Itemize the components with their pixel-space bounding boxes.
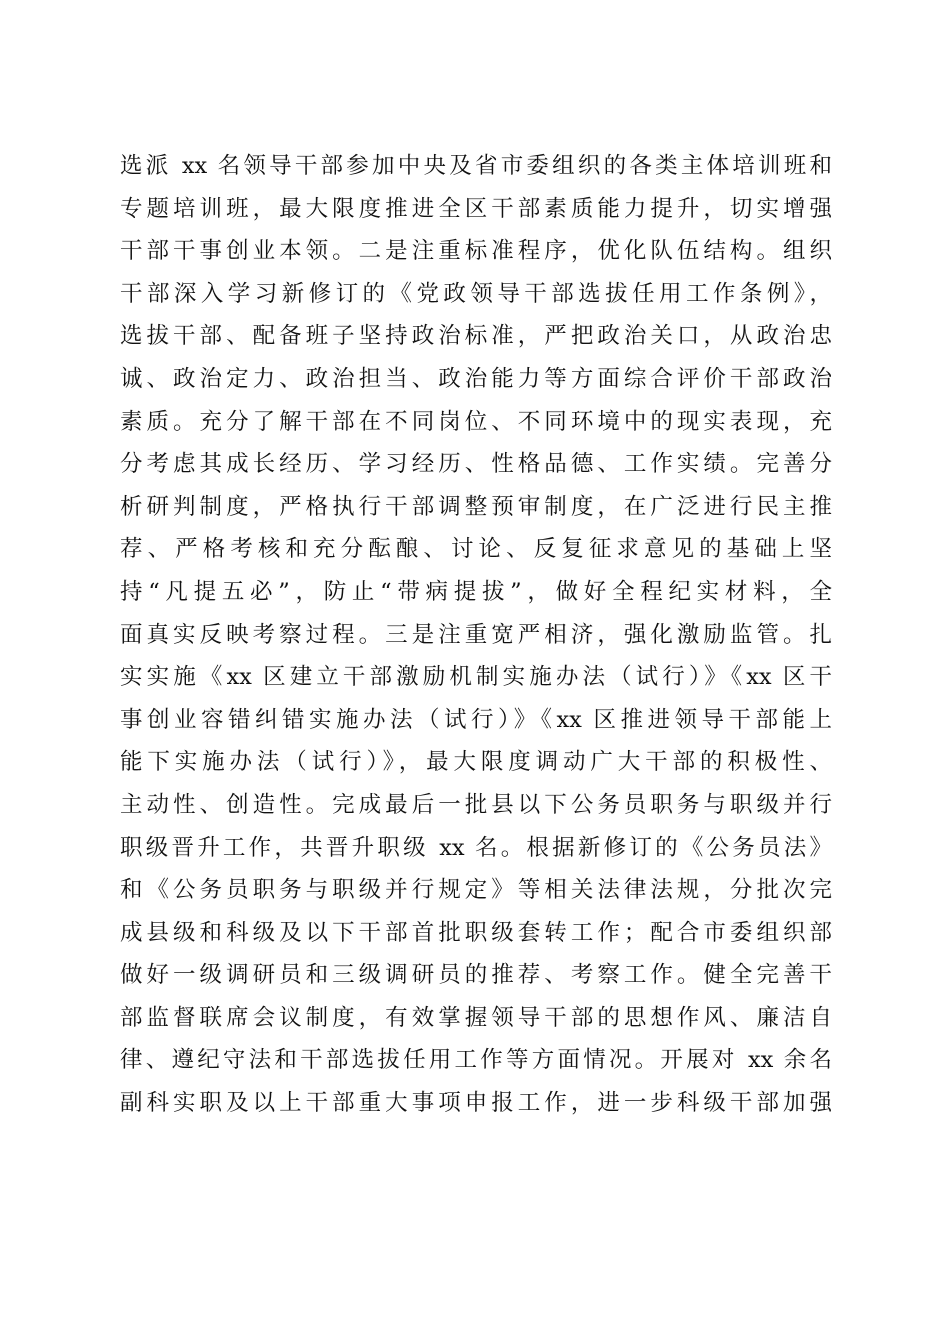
text-line-15: 能下实施办法（试行）》，最大限度调动广大干部的积极性、 xyxy=(120,749,832,776)
text-line-1: 选派 xx 名领导干部参加中央及省市委组织的各类主体培训班和 xyxy=(120,153,832,179)
text-line-9: 析研判制度，严格执行干部调整预审制度，在广泛进行民主推 xyxy=(120,493,832,520)
text-line-12: 面真实反映考察过程。三是注重宽严相济，强化激励监管。扎 xyxy=(120,621,832,648)
text-line-19: 成县级和科级及以下干部首批职级套转工作；配合市委组织部 xyxy=(120,919,832,946)
text-line-5: 选拔干部、配备班子坚持政治标准，严把政治关口，从政治忠 xyxy=(120,323,832,350)
text-line-3: 干部干事创业本领。二是注重标准程序，优化队伍结构。组织 xyxy=(120,238,832,265)
text-line-2: 专题培训班，最大限度推进全区干部素质能力提升，切实增强 xyxy=(120,195,832,222)
text-line-8: 分考虑其成长经历、学习经历、性格品德、工作实绩。完善分 xyxy=(120,451,832,478)
text-line-13: 实实施《xx 区建立干部激励机制实施办法（试行）》《xx 区干 xyxy=(120,664,832,691)
text-line-21: 部监督联席会议制度，有效掌握领导干部的思想作风、廉洁自 xyxy=(120,1004,832,1031)
text-line-11: 持“凡提五必”，防止“带病提拔”，做好全程纪实材料，全 xyxy=(120,578,832,605)
text-line-6: 诚、政治定力、政治担当、政治能力等方面综合评价干部政治 xyxy=(120,365,832,392)
text-line-20: 做好一级调研员和三级调研员的推荐、考察工作。健全完善干 xyxy=(120,962,832,989)
text-line-22: 律、遵纪守法和干部选拔任用工作等方面情况。开展对 xx 余名 xyxy=(120,1047,832,1074)
text-line-17: 职级晋升工作，共晋升职级 xx 名。根据新修订的《公务员法》 xyxy=(120,834,832,861)
text-line-16: 主动性、创造性。完成最后一批县以下公务员职务与职级并行 xyxy=(120,791,832,818)
text-line-4: 干部深入学习新修订的《党政领导干部选拔任用工作条例》， xyxy=(120,280,832,307)
text-line-7: 素质。充分了解干部在不同岗位、不同环境中的现实表现，充 xyxy=(120,408,832,435)
text-line-10: 荐、严格考核和充分酝酿、讨论、反复征求意见的基础上坚 xyxy=(120,536,832,563)
body-text xyxy=(120,145,832,1125)
text-line-14: 事创业容错纠错实施办法（试行）》《xx 区推进领导干部能上 xyxy=(120,706,832,733)
text-line-23: 副科实职及以上干部重大事项申报工作，进一步科级干部加强 xyxy=(120,1090,832,1117)
text-line-18: 和《公务员职务与职级并行规定》等相关法律法规，分批次完 xyxy=(120,877,832,904)
